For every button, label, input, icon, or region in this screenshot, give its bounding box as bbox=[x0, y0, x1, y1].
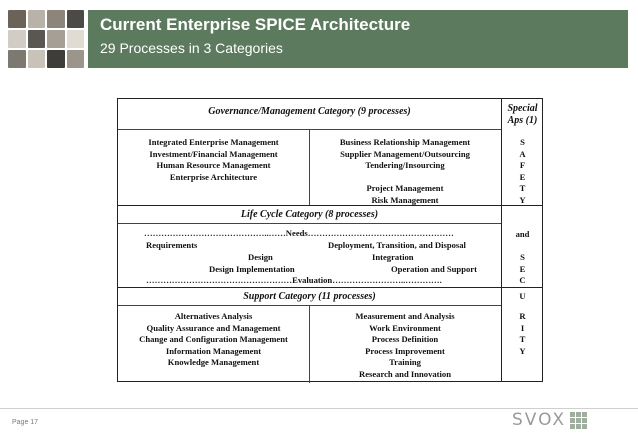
logo-text: SVOX bbox=[512, 410, 567, 430]
governance-item: Project Management bbox=[366, 183, 444, 193]
lifecycle-integration: Integration bbox=[372, 252, 414, 262]
svox-logo bbox=[512, 410, 587, 430]
lifecycle-operation-support: Operation and Support bbox=[391, 264, 477, 274]
support-item: Measurement and Analysis bbox=[355, 311, 455, 321]
slide-title: Current Enterprise SPICE Architecture bbox=[100, 15, 411, 34]
support-item: Information Management bbox=[165, 345, 262, 356]
special-rity-letters: R I T Y bbox=[519, 311, 526, 356]
lifecycle-needs-line: ……………………………………..……Needs…………………………………………… bbox=[144, 228, 454, 238]
governance-left-list bbox=[118, 137, 309, 183]
lifecycle-evaluation-line: ……………………………………………Evaluation……………………..…………. bbox=[146, 275, 442, 285]
lifecycle-deployment: Deployment, Transition, and Disposal bbox=[328, 240, 466, 250]
governance-item: Business Relationship Management bbox=[339, 137, 471, 147]
slide-header bbox=[0, 0, 638, 68]
support-item: Knowledge Management bbox=[167, 357, 260, 367]
support-left-list bbox=[118, 311, 309, 369]
page-number: Page 17 bbox=[12, 419, 39, 426]
support-item: Quality Assurance and Management bbox=[146, 322, 281, 333]
slide-subtitle: 29 Processes in 3 Categories bbox=[100, 40, 283, 56]
governance-item: Integrated Enterprise Management bbox=[148, 137, 279, 147]
lifecycle-heading-divider bbox=[118, 223, 501, 224]
architecture-diagram bbox=[117, 98, 543, 382]
lifecycle-heading: Life Cycle Category (8 processes) bbox=[240, 209, 379, 220]
special-u-letter: U bbox=[519, 291, 526, 301]
governance-item: Enterprise Architecture bbox=[169, 171, 258, 182]
special-heading: Special Aps (1) bbox=[507, 103, 538, 126]
logo-grid-icon bbox=[570, 412, 587, 429]
support-item: Work Environment bbox=[369, 322, 441, 333]
governance-right-list bbox=[309, 137, 501, 206]
special-and-word: and bbox=[515, 229, 530, 239]
header-photo-collage bbox=[8, 10, 84, 68]
footer-divider bbox=[0, 408, 638, 409]
special-safety-letters: S A F E T Y bbox=[519, 137, 526, 205]
support-item: Process Definition bbox=[371, 334, 439, 344]
lifecycle-design: Design bbox=[248, 252, 273, 262]
governance-item: Risk Management bbox=[371, 194, 439, 205]
lifecycle-design-implementation: Design Implementation bbox=[209, 264, 295, 274]
governance-item: Tendering/Insourcing bbox=[365, 160, 445, 170]
title-band bbox=[88, 10, 628, 68]
governance-item: Human Resource Management bbox=[156, 160, 271, 170]
support-item: Change and Configuration Management bbox=[139, 334, 288, 344]
lifecycle-requirements: Requirements bbox=[146, 240, 198, 250]
support-item: Research and Innovation bbox=[358, 368, 451, 379]
support-item: Alternatives Analysis bbox=[174, 311, 253, 321]
support-right-list bbox=[309, 311, 501, 380]
support-item: Training bbox=[389, 357, 421, 367]
special-sec-letters: S E C bbox=[519, 252, 526, 285]
support-heading: Support Category (11 processes) bbox=[243, 291, 376, 302]
governance-heading: Governance/Management Category (9 processes) bbox=[208, 106, 411, 117]
lifecycle-support-divider bbox=[118, 287, 542, 288]
support-item: Process Improvement bbox=[365, 345, 445, 356]
governance-item: Supplier Management/Outsourcing bbox=[340, 148, 470, 159]
governance-item: Investment/Financial Management bbox=[149, 148, 278, 159]
